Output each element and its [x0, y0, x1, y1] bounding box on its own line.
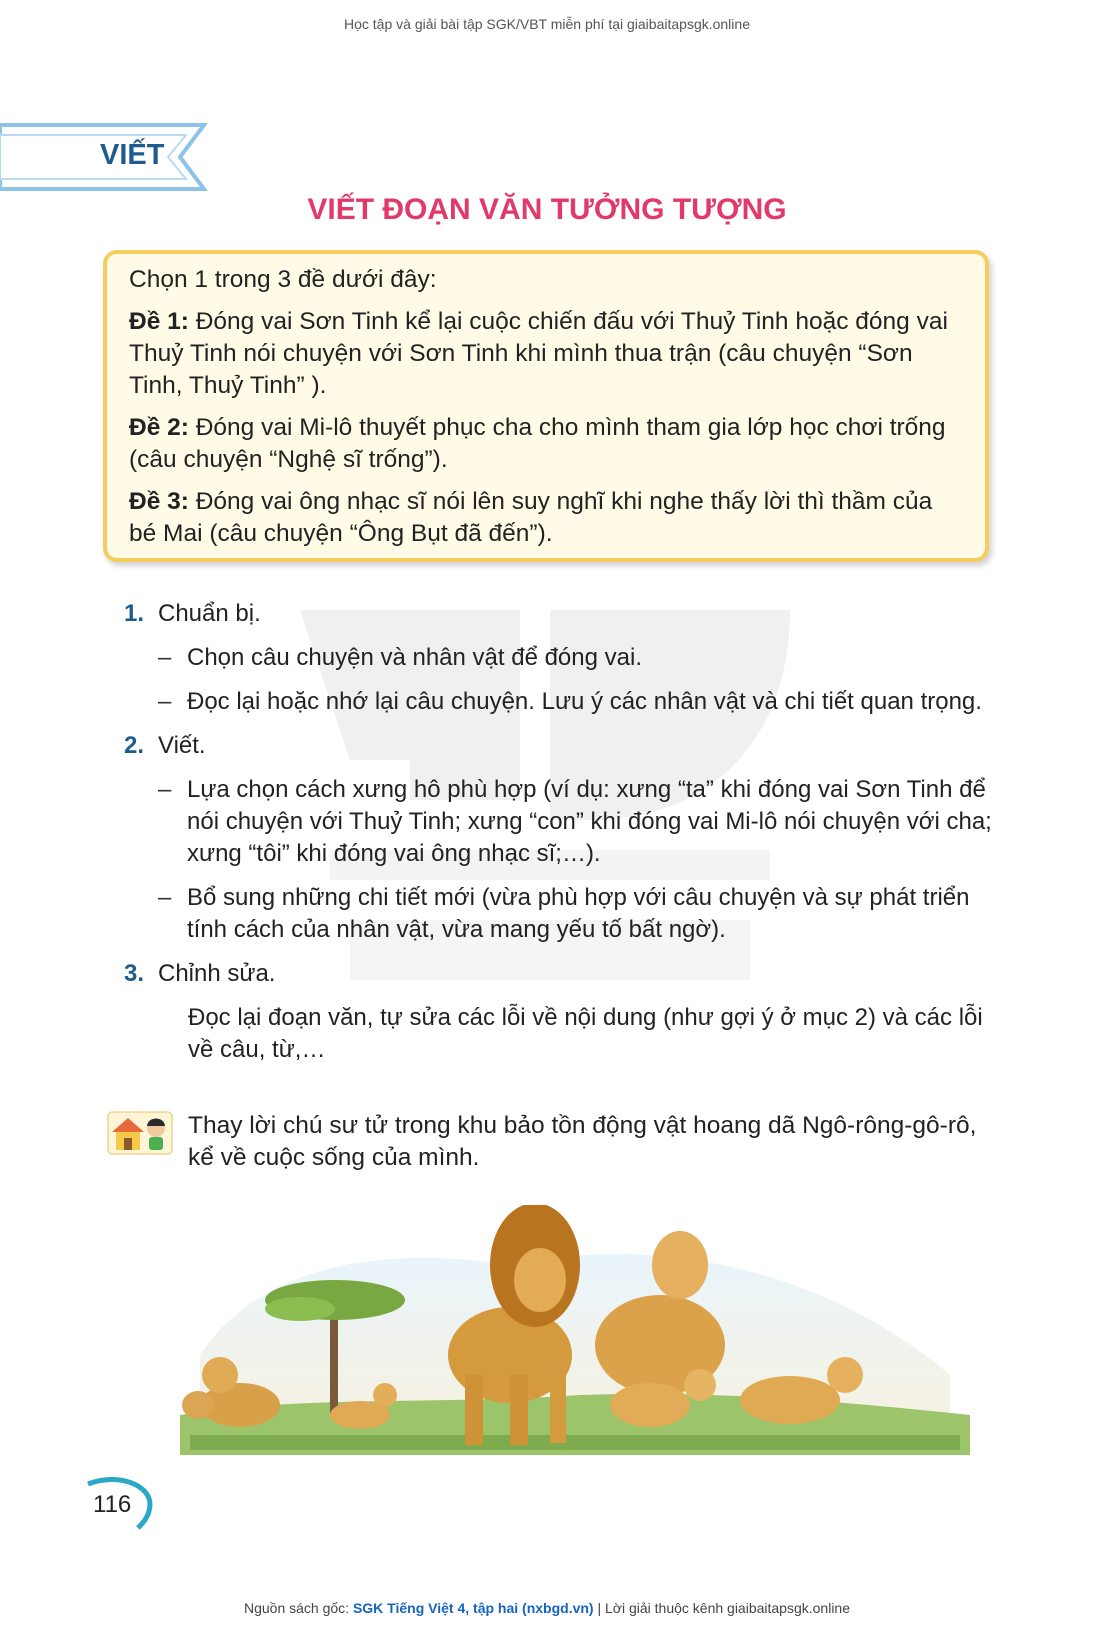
step-bullet	[158, 882, 999, 946]
dash-icon: –	[158, 688, 172, 715]
dash-icon: –	[158, 884, 172, 911]
topic-label: Đề 1:	[129, 308, 189, 335]
bullet-text: Bổ sung những chi tiết mới (vừa phù hợp với câu chuyện và sự phát triển tính cách của nhân vật, vừa mang yếu tố bất ngờ).	[187, 884, 970, 943]
bullet-text: Lựa chọn cách xưng hô phù hợp (ví dụ: xưng “ta” khi đóng vai Sơn Tinh để nói chuyện với Thuỷ Tinh; xưng “con” khi đóng vai Mi-lô nói chuyện với cha; xưng “tôi” khi đóng vai ông nhạc sĩ;…).	[187, 776, 992, 867]
topic-text: Đóng vai ông nhạc sĩ nói lên suy nghĩ khi nghe thấy lời thì thầm của bé Mai (câu chuyện “Ông Bụt đã đến”).	[129, 488, 933, 547]
header-note: Học tập và giải bài tập SGK/VBT miễn phí tại giaibaitapsgk.online	[344, 16, 750, 32]
step-title: Chuẩn bị.	[158, 600, 261, 627]
step-text: Đọc lại đoạn văn, tự sửa các lỗi về nội dung (như gợi ý ở mục 2) và các lỗi về câu, từ,…	[188, 1004, 983, 1063]
footer-suffix: | Lời giải thuộc kênh giaibaitapsgk.online	[593, 1600, 851, 1616]
step-bullet	[158, 686, 999, 718]
dash-icon: –	[158, 776, 172, 803]
section-tag-label: VIẾT	[100, 139, 165, 171]
step-number: 1.	[124, 600, 145, 627]
step-bullet	[158, 774, 999, 870]
lion-family-illustration	[180, 1205, 970, 1495]
step-heading	[124, 598, 999, 630]
step-bullet	[158, 642, 999, 674]
dash-icon: –	[158, 644, 172, 671]
section-tag	[0, 121, 215, 193]
topic-label: Đề 2:	[129, 414, 189, 441]
topic-box	[103, 250, 989, 562]
step-number: 2.	[124, 732, 145, 759]
step-heading	[124, 958, 999, 990]
steps-list	[124, 598, 999, 1078]
topic-item	[129, 306, 963, 402]
page-number: 116	[93, 1491, 132, 1518]
footer	[0, 1600, 1094, 1616]
step-title: Viết.	[158, 732, 206, 759]
topic-item	[129, 486, 963, 550]
topic-intro: Chọn 1 trong 3 đề dưới đây:	[129, 266, 437, 293]
step-heading	[124, 730, 999, 762]
step-title: Chỉnh sửa.	[158, 960, 276, 987]
home-task-text: Thay lời chú sư tử trong khu bảo tồn động vật hoang dã Ngô-rông-gô-rô, kể về cuộc sống của mình.	[188, 1112, 977, 1171]
page-title: VIẾT ĐOẠN VĂN TƯỞNG TƯỢNG	[307, 193, 787, 226]
topic-text: Đóng vai Mi-lô thuyết phục cha cho mình tham gia lớp học chơi trống (câu chuyện “Nghệ sĩ trống”).	[129, 414, 946, 473]
topic-text: Đóng vai Sơn Tinh kể lại cuộc chiến đấu với Thuỷ Tinh hoặc đóng vai Thuỷ Tinh nói chuyện với Sơn Tinh khi mình thua trận (câu chuyện “Sơn Tinh, Thuỷ Tinh” ).	[129, 308, 948, 399]
bullet-text: Chọn câu chuyện và nhân vật để đóng vai.	[187, 644, 642, 671]
home-activity-icon	[106, 1110, 174, 1156]
bullet-text: Đọc lại hoặc nhớ lại câu chuyện. Lưu ý các nhân vật và chi tiết quan trọng.	[187, 688, 982, 715]
step-number: 3.	[124, 960, 145, 987]
home-task	[106, 1110, 1001, 1190]
topic-item	[129, 412, 963, 476]
footer-prefix: Nguồn sách gốc:	[243, 1600, 353, 1616]
topic-label: Đề 3:	[129, 488, 189, 515]
footer-source-link[interactable]: SGK Tiếng Việt 4, tập hai (nxbgd.vn)	[352, 1600, 594, 1616]
